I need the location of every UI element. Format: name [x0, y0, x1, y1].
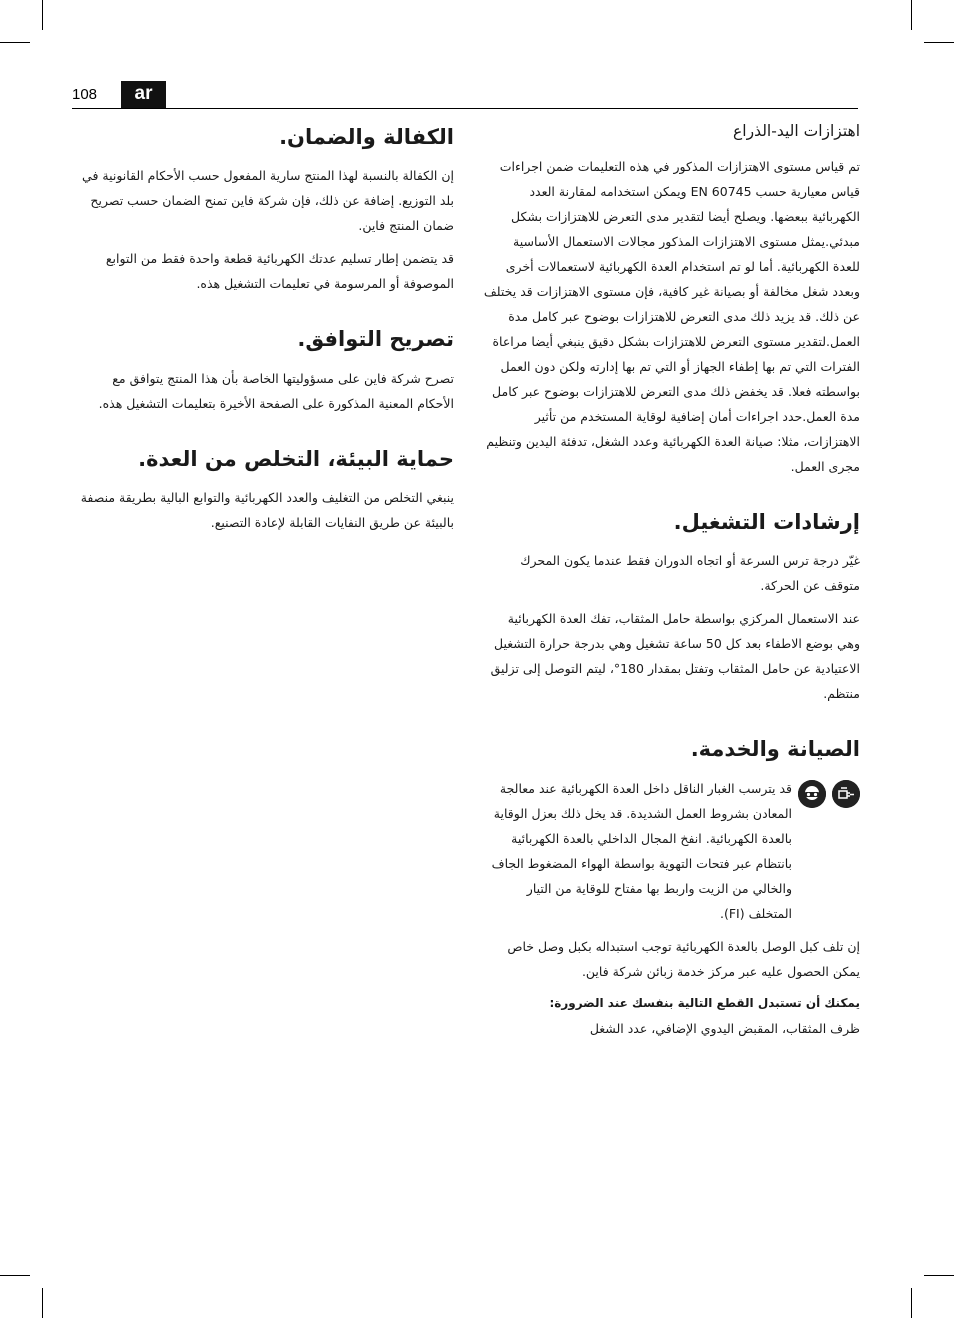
maintenance-block — [482, 776, 860, 926]
crop-mark — [924, 42, 954, 43]
replaceable-parts-note: يمكنك أن تستبدل القطع التالية بنفسك عند الضرورة: — [549, 995, 860, 1010]
crop-mark — [42, 1288, 43, 1318]
warranty-paragraph-1: إن الكفالة بالنسبة لهذا المنتج سارية المفعول حسب الأحكام القانونية في بلد التوزيع. إضافة عن ذلك، فإن شركة فاين تمنح الضمان حسب تصريح ضمان المنتج فاين. — [82, 168, 454, 234]
conformity-heading: تصريح التوافق. — [297, 327, 454, 352]
maintenance-paragraph-2: إن تلف كبل الوصل بالعدة الكهربائية توجب استبداله بكبل وصل خاص يمكن الحصول عليه عبر مركز خدمة زبائن شركة فاين. — [507, 938, 860, 979]
operating-paragraph-2: عند الاستعمال المركزي بواسطة حامل المثقاب، تفك العدة الكهربائية وهي بوضع الاطفاء بعد كل 50 ساعة تشغيل وهي بدرجة حرارة التشغيل الاعتيادية عن حامل المثقاب وتفتل بمقدار 180°، ليتم التوصل إلى تزليق منتظم. — [490, 611, 860, 702]
environment-heading: حماية البيئة، التخلص من العدة. — [138, 446, 454, 471]
page-number: 108 — [72, 86, 98, 103]
vibration-paragraph: تم قياس مستوى الاهتزازات المذكور في هذه التعليمات ضمن اجراءات قياس معيارية حسب EN 60745 ويمكن استخدامه لمقارنة العدد الكهربائية ببعضها. ويصلح أيضا لتقدير مدى التعرض للاهتزازات بشكل مبدئي.يمثل مستوى الاهتزازات المذكور مجالات الاستعمال الأساسية للعدة الكهربائية. أما لو تم استخدام العدة الكهربائية لاستعمالات أخرى وبعدد شغل مخالفة أو بصيانة غير كافية، فإن مستوى الاهتزازات قد يختلف عن ذلك. قد يزيد ذلك مدى التعرض للاهتزازات بوضوح عبر كامل مدة العمل.لتقدير مستوى التعرض للاهتزازات بشكل دقيق ينبغي أيضا مراعاة الفترات التي تم بها إطفاء الجهاز أو التي تم بها إدارته ولكن دون العمل بواسطته فعلا. قد يخفض ذلك مدى التعرض للاهتزازات بوضوح عبر كامل مدة العمل.حدد اجراءات أمان إضافية لوقاية المستخدم من تأثير الاهتزازات، مثلا: صيانة العدة الكهربائية وعدد الشغل، تدفئة اليدين وتنظيم مجرى العمل. — [483, 159, 860, 474]
replaceable-parts-list: ظرف المثقاب، المقبض اليدوي الإضافي، عدد الشغل — [589, 1020, 860, 1036]
crop-mark — [924, 1275, 954, 1276]
conformity-paragraph: تصرح شركة فاين على مسؤوليتها الخاصة بأن هذا المنتج يتوافق مع الأحكام المعنية المذكورة على الصفحة الأخيرة بتعليمات التشغيل هذه. — [98, 370, 454, 411]
operating-paragraph-1: غيّر درجة ترس السرعة أو اتجاه الدوران فقط عندما يكون المحرك متوقف عن الحركة. — [520, 553, 860, 594]
goggles-icon — [798, 780, 826, 808]
language-badge: ar — [121, 81, 166, 108]
vibration-heading: اهتزازات اليد-الذراع — [733, 122, 860, 140]
maintenance-paragraph-1: قد يترسب الغبار الناقل داخل العدة الكهربائية عند معالجة المعادن بشروط العمل الشديدة. قد يخل ذلك بعزل الوقاية بالعدة الكهربائية. انفخ المجال الداخلي بالعدة الكهربائية بانتظام عبر فتحات التهوية بواسطة الهواء المضغوط الجاف والخالي من الزيت واربط بها مفتاح للوقاية من التيار المتخلف (FI). — [491, 780, 792, 921]
warranty-heading: الكفالة والضمان. — [279, 125, 454, 149]
crop-mark — [911, 0, 912, 30]
warranty-paragraph-2: قد يتضمن إطار تسليم عدتك الكهربائية قطعة واحدة فقط من التوابع الموصوفة أو المرسومة في تعليمات التشغيل هذه. — [105, 251, 454, 292]
header-rule — [72, 108, 858, 109]
crop-mark — [0, 1275, 30, 1276]
plug-out-icon — [832, 780, 860, 808]
crop-mark — [911, 1288, 912, 1318]
left-column — [80, 120, 454, 543]
crop-mark — [42, 0, 43, 30]
right-column — [482, 120, 860, 1049]
environment-paragraph: ينبغي التخلص من التغليف والعدد الكهربائية والتوابع البالية بطريقة منصفة بالبيئة عن طريق النفايات القابلة لإعادة التصنيع. — [80, 489, 454, 530]
warning-icons — [798, 780, 860, 812]
crop-mark — [0, 42, 30, 43]
operating-heading: إرشادات التشغيل. — [673, 510, 860, 534]
maintenance-heading: الصيانة والخدمة. — [690, 737, 860, 762]
